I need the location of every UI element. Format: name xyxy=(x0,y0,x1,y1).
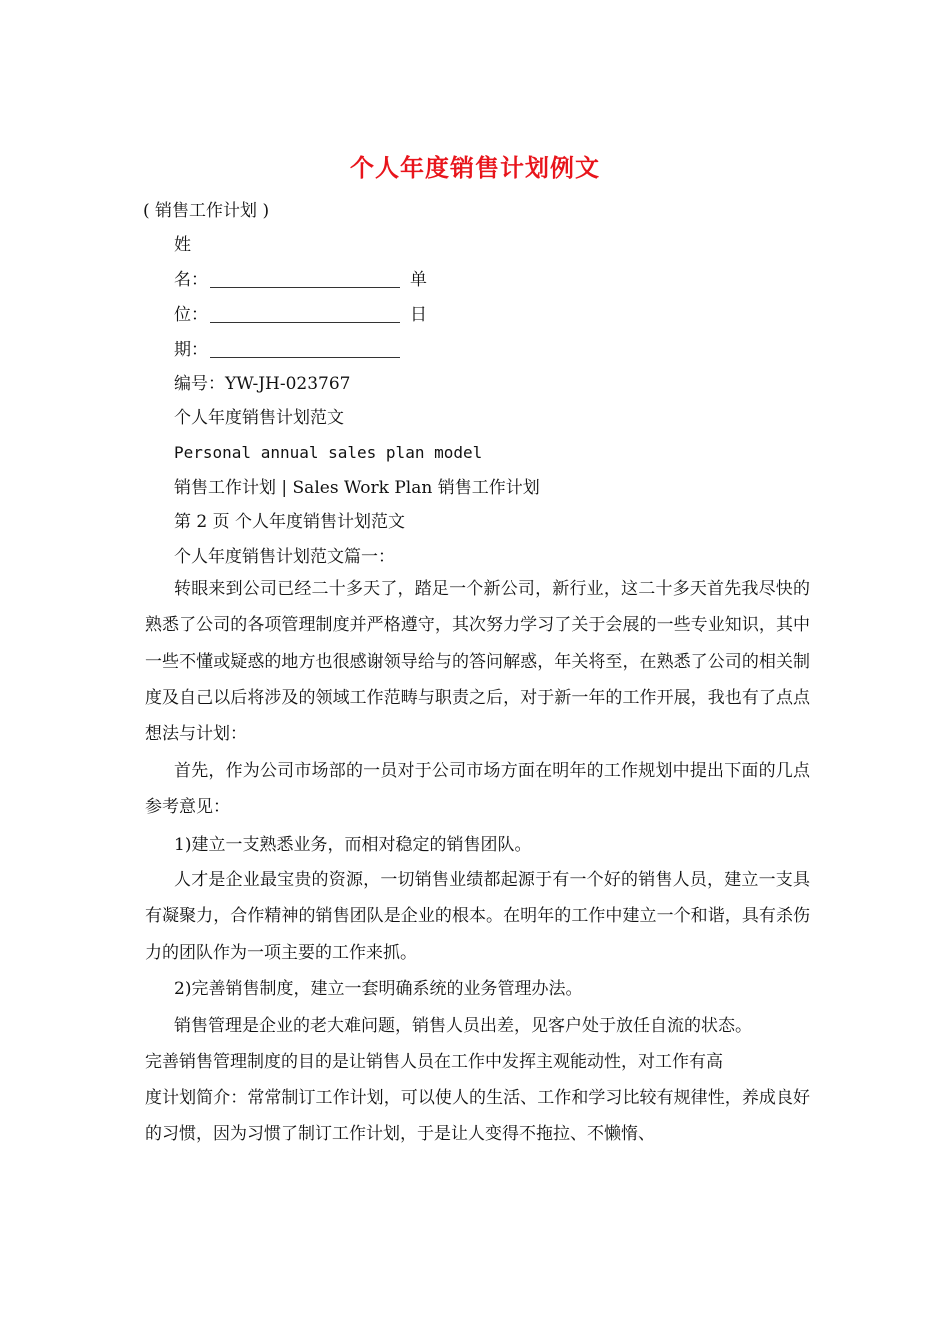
document-code: 编号：YW-JH-023767 xyxy=(174,374,351,394)
name-blank-line xyxy=(210,270,400,288)
paragraph-5: 度计划简介：常常制订工作计划，可以使人的生活、工作和学习比较有规律性，养成良好的习惯，因为习惯了制订工作计划，于是让人变得不拖拉、不懒惰、 xyxy=(145,1088,810,1145)
field-date-row xyxy=(174,338,410,362)
category-line: 销售工作计划 | Sales Work Plan 销售工作计划 xyxy=(174,478,540,498)
field-unit-row xyxy=(174,303,427,327)
unit-blank-line xyxy=(210,305,400,323)
paragraph-4-line-1: 销售管理是企业的老大难问题，销售人员出差，见客户处于放任自流的状态。 xyxy=(174,1016,752,1036)
field-name-label-1: 姓 xyxy=(174,235,191,255)
subtitle: ( 销售工作计划 ) xyxy=(143,201,270,221)
section-heading: 个人年度销售计划范文篇一： xyxy=(174,547,395,567)
heading-cn: 个人年度销售计划范文 xyxy=(174,408,344,428)
paragraph-3: 人才是企业最宝贵的资源，一切销售业绩都起源于有一个好的销售人员，建立一支具有凝聚力，合作精神的销售团队是企业的根本。在明年的工作中建立一个和谐，具有杀伤力的团队作为一项主要的工作来抓。 xyxy=(145,870,810,963)
field-name-row xyxy=(174,268,427,292)
field-unit-label-1: 单 xyxy=(410,270,427,290)
field-date-label-1: 日 xyxy=(410,305,427,325)
page-reference: 第 2 页 个人年度销售计划范文 xyxy=(174,512,406,532)
field-date-label-2: 期： xyxy=(174,340,208,360)
paragraph-4-line-2: 完善销售管理制度的目的是让销售人员在工作中发挥主观能动性，对工作有高 xyxy=(145,1052,723,1072)
date-blank-line xyxy=(210,340,400,358)
list-item-1: 1)建立一支熟悉业务，而相对稳定的销售团队。 xyxy=(174,835,532,855)
field-name-label-2: 名： xyxy=(174,270,208,290)
field-unit-label-2: 位： xyxy=(174,305,208,325)
paragraph-2: 首先，作为公司市场部的一员对于公司市场方面在明年的工作规划中提出下面的几点参考意见： xyxy=(145,761,810,818)
list-item-2: 2)完善销售制度，建立一套明确系统的业务管理办法。 xyxy=(174,979,583,999)
document-title: 个人年度销售计划例文 xyxy=(350,153,600,182)
heading-en: Personal annual sales plan model xyxy=(174,443,483,462)
paragraph-1: 转眼来到公司已经二十多天了，踏足一个新公司，新行业，这二十多天首先我尽快的熟悉了公司的各项管理制度并严格遵守，其次努力学习了关于会展的一些专业知识，其中一些不懂或疑惑的地方也很感谢领导给与的答问解惑，年关将至，在熟悉了公司的相关制度及自己以后将涉及的领域工作范畴与职责之后，对于新一年的工作开展，我也有了点点想法与计划： xyxy=(145,579,810,745)
